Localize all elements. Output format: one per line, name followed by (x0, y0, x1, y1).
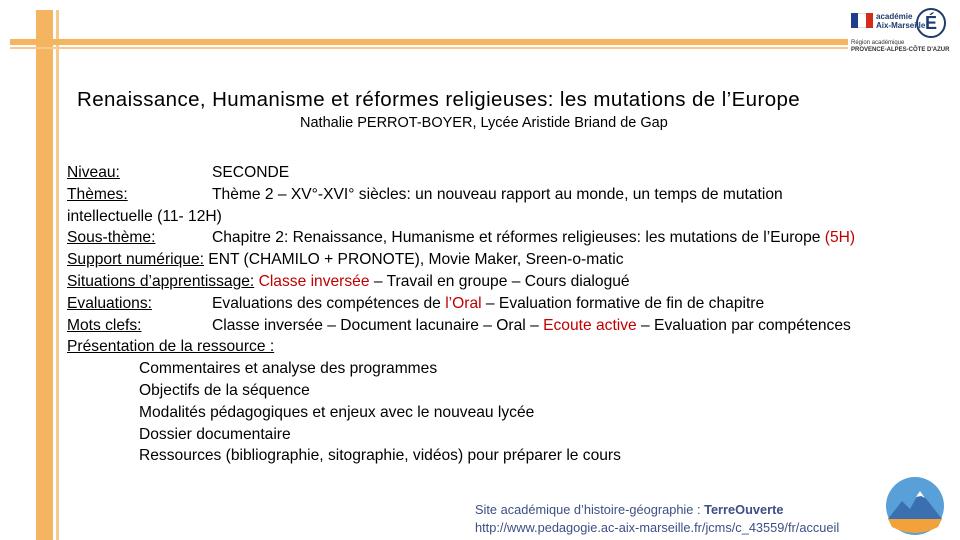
evaluations-row (67, 293, 960, 315)
footer-site-prefix: Site académique d’histoire-géographie : (475, 502, 705, 517)
evaluations-value-after: – Evaluation formative de fin de chapitre (481, 294, 765, 312)
support-label: Support numérique: (67, 251, 204, 269)
mots-clefs-highlight: Ecoute active (543, 316, 637, 334)
resource-details (67, 162, 960, 467)
evaluations-value-before: Evaluations des compétences de (212, 294, 446, 312)
academie-emblem-icon: É (916, 8, 946, 38)
orange-vertical-bar-thin (56, 10, 59, 540)
situations-value: – Travail en groupe – Cours dialogué (369, 272, 630, 290)
niveau-row (67, 162, 960, 184)
themes-row (67, 184, 960, 206)
evaluations-highlight: l’Oral (445, 294, 482, 312)
footer-url-link[interactable]: http://www.pedagogie.ac-aix-marseille.fr/jcms/c_43559/fr/accueil (475, 520, 840, 535)
mots-clefs-row (67, 315, 960, 337)
list-item: Commentaires et analyse des programmes (139, 360, 438, 378)
mots-clefs-label: Mots clefs: (67, 316, 142, 334)
page-title: Renaissance, Humanisme et réformes religieuses: les mutations de l’Europe (77, 88, 801, 111)
orange-horizontal-bar-thin (10, 47, 930, 49)
orange-vertical-bar (36, 10, 53, 540)
mots-clefs-value-before: Classe inversée – Document lacunaire – Oral – (212, 316, 544, 334)
support-row (67, 249, 960, 271)
themes-label: Thèmes: (67, 185, 128, 203)
resource-list (139, 358, 960, 467)
situations-row (67, 271, 960, 293)
sous-theme-value: Chapitre 2: Renaissance, Humanisme et réformes religieuses: les mutations de l’Europe (212, 229, 825, 247)
niveau-label: Niveau: (67, 164, 120, 181)
list-item: Modalités pédagogiques et enjeux avec le nouveau lycée (139, 403, 535, 421)
author-line: Nathalie PERROT-BOYER, Lycée Aristide Briand de Gap (300, 115, 668, 131)
themes-continuation: intellectuelle (11- 12H) (67, 207, 222, 225)
sous-theme-label: Sous-thème: (67, 229, 156, 247)
list-item: Objectifs de la séquence (139, 381, 310, 399)
sous-theme-value-wrap (212, 227, 855, 249)
footer-site-line (475, 501, 839, 519)
mots-clefs-value-after: – Evaluation par compétences (636, 316, 851, 334)
evaluations-label: Evaluations: (67, 294, 152, 312)
situations-highlight: Classe inversée (254, 272, 370, 290)
academie-logo (848, 6, 948, 54)
region-name: Région académique PROVENCE-ALPES-CÔTE D'AZUR (851, 40, 950, 53)
footer-site-name: TerreOuverte (704, 502, 784, 517)
french-flag-icon (851, 13, 873, 28)
mots-clefs-value-wrap (212, 315, 851, 337)
terre-ouverte-mountain-icon (884, 475, 946, 537)
presentation-row (67, 336, 960, 358)
list-item: Dossier documentaire (139, 425, 291, 443)
academie-name: académie Aix-Marseille (876, 12, 926, 30)
orange-horizontal-bar (10, 39, 930, 45)
presentation-label: Présentation de la ressource : (67, 338, 275, 356)
niveau-value: SECONDE (212, 164, 290, 181)
list-item: Ressources (bibliographie, sitographie, vidéos) pour préparer le cours (139, 447, 621, 465)
footer (475, 501, 839, 537)
situations-label: Situations d’apprentissage: (67, 272, 255, 290)
support-value: ENT (CHAMILO + PRONOTE), Movie Maker, Sreen-o-matic (203, 251, 624, 269)
themes-value: Thème 2 – XV°-XVI° siècles: un nouveau rapport au monde, un temps de mutation (212, 185, 783, 203)
evaluations-value-wrap (212, 293, 764, 315)
sous-theme-row (67, 227, 960, 249)
sous-theme-duration: (5H) (824, 229, 856, 247)
